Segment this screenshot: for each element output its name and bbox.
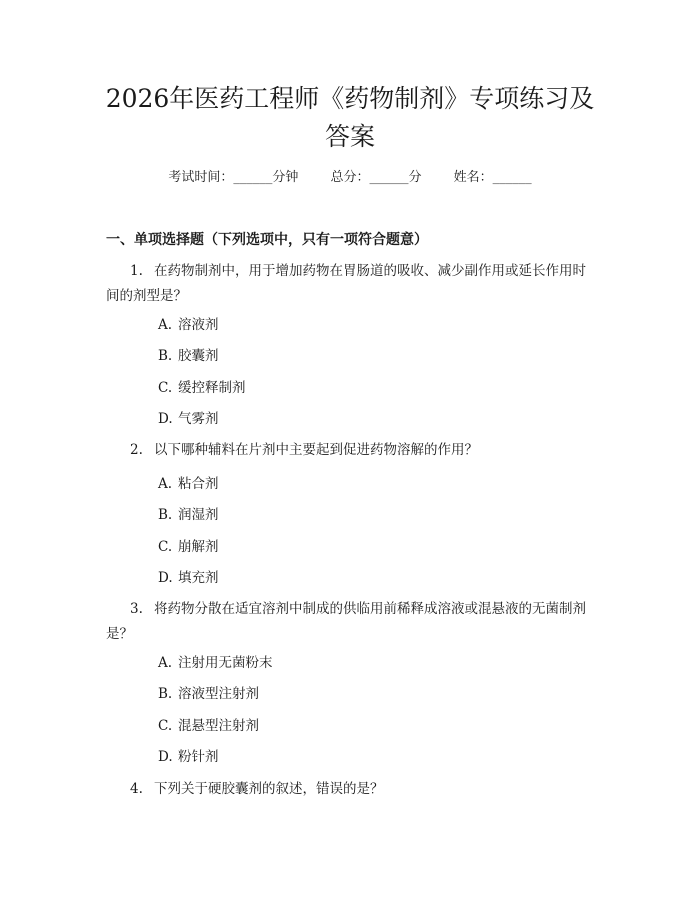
question-3 (106, 597, 596, 647)
option-letter: D. (158, 570, 173, 586)
option-2d (158, 568, 219, 588)
exam-total-score: 总分：______分 (330, 170, 422, 185)
option-letter: C. (158, 718, 173, 734)
question-1 (106, 259, 596, 309)
option-2b (158, 505, 219, 525)
option-text: 气雾剂 (178, 411, 219, 427)
option-3d (158, 747, 219, 767)
section-heading: 一、单项选择题（下列选项中，只有一项符合题意） (106, 232, 428, 248)
question-number: 2. (130, 442, 143, 458)
question-text: 在药物制剂中，用于增加药物在胃肠道的吸收、减少副作用或延长作用时间的剂型是？ (106, 263, 586, 304)
option-letter: B. (158, 507, 173, 523)
option-text: 注射用无菌粉末 (178, 655, 273, 671)
question-4 (106, 777, 596, 802)
question-number: 1. (130, 263, 143, 279)
option-1d (158, 409, 219, 429)
question-text: 以下哪种辅料在片剂中主要起到促进药物溶解的作用？ (154, 442, 478, 458)
question-number: 3. (130, 601, 143, 617)
option-letter: B. (158, 348, 173, 364)
option-letter: D. (158, 749, 173, 765)
exam-time: 考试时间：______分钟 (168, 170, 299, 185)
option-1c (158, 378, 246, 398)
option-letter: A. (158, 476, 173, 492)
question-number: 4. (130, 781, 143, 797)
document-title-line-1: 2026年医药工程师《药物制剂》专项练习及 (105, 84, 595, 113)
option-text: 混悬型注射剂 (178, 718, 259, 734)
option-3c (158, 716, 259, 736)
option-text: 胶囊剂 (178, 348, 219, 364)
option-letter: C. (158, 539, 173, 555)
option-text: 溶液剂 (178, 317, 219, 333)
option-text: 粉针剂 (178, 749, 219, 765)
option-text: 润湿剂 (178, 507, 219, 523)
option-2a (158, 474, 219, 494)
exam-name: 姓名：______ (453, 170, 532, 185)
question-text: 将药物分散在适宜溶剂中制成的供临用前稀释成溶液或混悬液的无菌制剂是？ (106, 601, 586, 642)
option-letter: B. (158, 686, 173, 702)
option-text: 缓控释制剂 (178, 380, 246, 396)
option-2c (158, 537, 219, 557)
exam-meta (0, 168, 700, 188)
question-text: 下列关于硬胶囊剂的叙述，错误的是？ (154, 781, 384, 797)
option-letter: A. (158, 317, 173, 333)
option-letter: C. (158, 380, 173, 396)
option-letter: A. (158, 655, 173, 671)
option-text: 溶液型注射剂 (178, 686, 259, 702)
question-2 (106, 438, 596, 463)
document-title-line-2: 答案 (324, 122, 375, 151)
option-text: 填充剂 (178, 570, 219, 586)
option-3a (158, 653, 273, 673)
option-text: 粘合剂 (178, 476, 219, 492)
option-1b (158, 346, 219, 366)
option-text: 崩解剂 (178, 539, 219, 555)
option-1a (158, 315, 219, 335)
option-3b (158, 684, 259, 704)
option-letter: D. (158, 411, 173, 427)
